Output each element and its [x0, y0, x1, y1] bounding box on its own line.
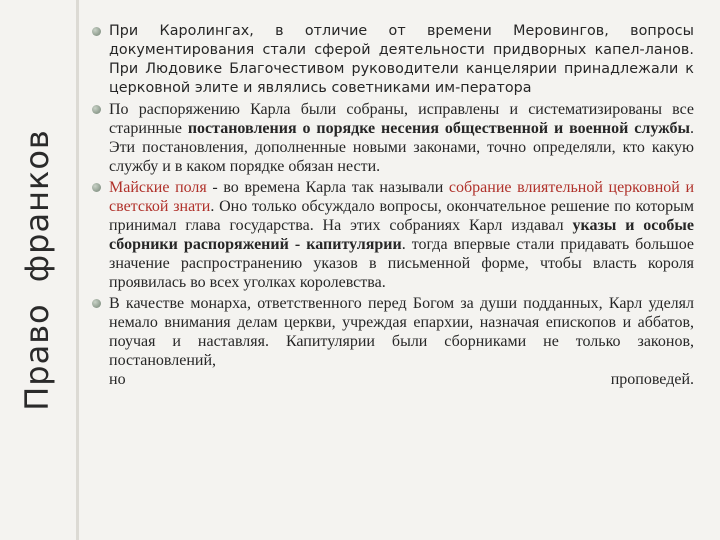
- bullet-3-text-part3: . тогда впервые стали придавать большое значение распространению указов в письменной форме, чтобы власть короля проявилась во всех уголках королевства.: [109, 236, 694, 291]
- bullet-item-2: [92, 100, 694, 176]
- bullet-list: [92, 22, 694, 391]
- bullet-icon: [92, 183, 101, 192]
- bullet-2-bold-term: постановления о порядке несения общественной и военной службы: [187, 120, 690, 137]
- bullet-icon: [92, 27, 101, 36]
- bullet-icon: [92, 105, 101, 114]
- vertical-divider: [76, 0, 79, 540]
- bullet-2-text-part2: . Эти постановления, дополненные новыми законами, точно определяли, кто какую службу и в каком порядке обязан нести.: [109, 120, 694, 175]
- bullet-2-text-part1: По распоряжению Карла были собраны, исправлены и систематизированы все старинные: [109, 101, 694, 137]
- bullet-item-1: [92, 22, 694, 98]
- bullet-3-red-term-1: Майские поля: [109, 179, 207, 196]
- bullet-3-red-term-2: собрание влиятельной церковной и светской знати: [109, 179, 695, 215]
- bullet-4-text: В качестве монарха, ответственного перед Богом за души подданных, Карл уделял немало внимания делам церкви, учреждая епархии, назначая епископов и аббатов, поучая и наставляя. Капитулярии были сборниками не только законов, постановлений,: [109, 295, 694, 369]
- bullet-1-text: При Каролингах, в отличие от времени Меровингов, вопросы документирования стали сферой деятельности придворных капел-ланов. При Людовике Благочестивом руководители канцелярии принадлежали к церковной элите и являлись советниками им-ператора: [109, 23, 694, 96]
- bullet-3-text-part1: - во времена Карла так называли: [206, 179, 449, 196]
- side-title: Право франков: [18, 129, 56, 411]
- bullet-4-last-left: но: [109, 371, 126, 388]
- bullet-4-last-line: [109, 370, 694, 389]
- bullet-4-last-right: проповедей.: [610, 371, 694, 388]
- bullet-item-3: [92, 178, 694, 292]
- bullet-3-bold-term: указы и особые сборники распоряжений - капитулярии: [109, 217, 695, 253]
- side-title-container: [8, 0, 66, 540]
- bullet-3-text-part2: . Оно только обсуждало вопросы, окончательное решение по которым принимал глава государства. На этих собраниях Карл издавал: [109, 198, 694, 234]
- bullet-item-4: [92, 294, 694, 389]
- bullet-icon: [92, 299, 101, 308]
